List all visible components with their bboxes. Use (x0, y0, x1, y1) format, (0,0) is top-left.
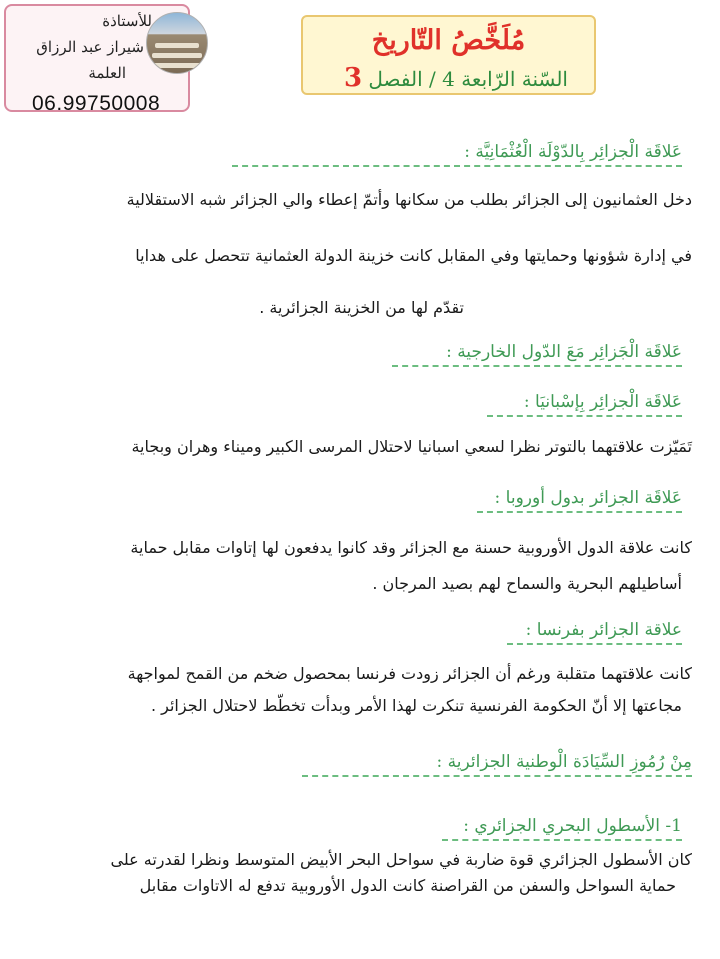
teacher-name: شيراز عبد الرزاق (36, 38, 144, 56)
heading-ottoman: عَلاقَة الْجزائِر بِالدّوْلَة الْعُثْمَانِيَّة : (232, 142, 682, 167)
france-line-2: مجاعتها إلا أنّ الحكومة الفرنسية تنكرت لهذا الأمر وبدأت تخطّط لاحتلال الجزائر . (150, 696, 682, 715)
heading-europe: عَلاقَة الجزائر بدول أوروبا : (477, 488, 682, 513)
heading-sovereignty: مِنْ رُمُوزِ السِّيَادَة الْوطنية الجزائرية : (302, 752, 692, 777)
spain-line-1: تَمَيّزت علاقتهما بالتوتر نظرا لسعي اسبانيا لاحتلال المرسى الكبير وميناء وهران وبجاية (131, 437, 692, 456)
fleet-line-1: كان الأسطول الجزائري قوة ضاربة في سواحل البحر الأبيض المتوسط ونظرا لقدرته على (110, 850, 692, 869)
teacher-city: العلمة (88, 64, 126, 82)
ottoman-line-3: تقدّم لها من الخزينة الجزائرية . (259, 298, 464, 317)
ottoman-line-1: دخل العثمانيون إلى الجزائر بطلب من سكانها وأتمّ إعطاء والي الجزائر شبه الاستقلالية (126, 190, 692, 209)
heading-foreign: عَلاقَة الْجَزائِر مَعَ الدّول الخارجية : (392, 342, 682, 367)
teacher-title: للأستاذة (102, 12, 152, 30)
subtitle-text: السّنة الرّابعة 4 / الفصل (368, 67, 568, 91)
title-box (301, 15, 596, 95)
europe-line-1: كانت علاقة الدول الأوروبية حسنة مع الجزائر وقد كانوا يدفعون لها إتاوات مقابل حماية (130, 538, 692, 557)
teacher-info-box (4, 4, 190, 115)
teacher-phone: 06.99750008 (32, 92, 161, 115)
europe-line-2: أساطيلهم البحرية والسماح لهم بصيد المرجان . (372, 574, 682, 593)
ottoman-line-2: في إدارة شؤونها وحمايتها وفي المقابل كانت خزينة الدولة العثمانية تتحصل على هدايا (135, 246, 692, 265)
france-line-1: كانت علاقتهما متقلبة ورغم أن الجزائر زودت فرنسا بمحصول ضخم من القمح لمواجهة (127, 664, 692, 683)
heading-fleet: 1- الأسطول البحري الجزائري : (442, 816, 682, 841)
heading-france: علاقة الجزائر بفرنسا : (507, 620, 682, 645)
page-title: مُلَخَّصُ التّاريخ (371, 25, 526, 56)
classroom-photo (146, 12, 208, 74)
fleet-line-2: حماية السواحل والسفن من القراصنة كانت الدول الأوروبية تدفع له الاتاوات مقابل (139, 876, 676, 895)
page-subtitle (344, 63, 568, 93)
chapter-number: 3 (343, 63, 363, 93)
heading-spain: عَلاقَة الْجزائِر بِإسْبانيَا : (487, 392, 682, 417)
